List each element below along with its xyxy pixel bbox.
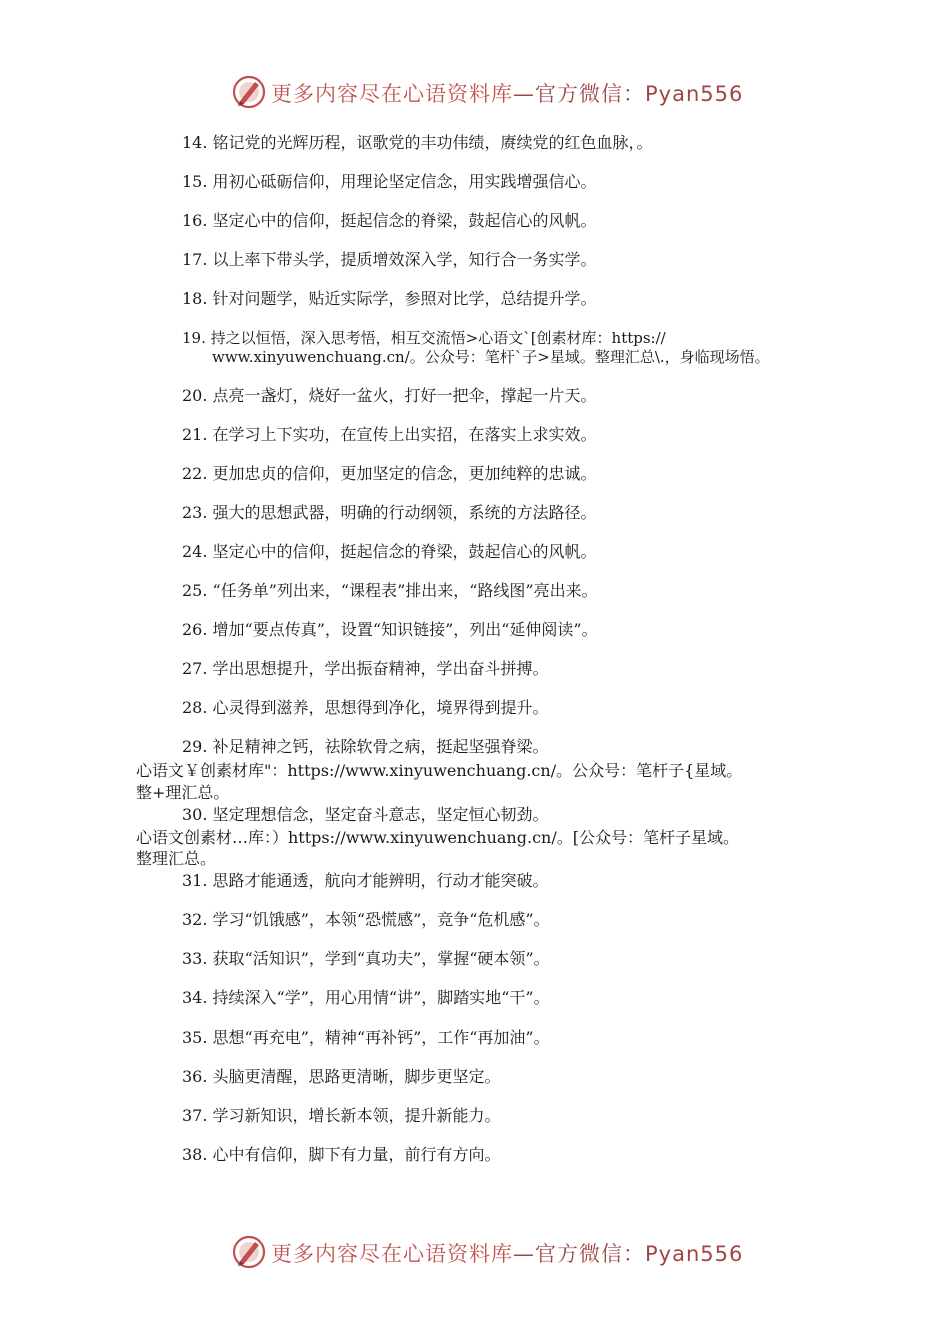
list-item-31: 31. 思路才能通透，航向才能辨明，行动才能突破。 (182, 871, 549, 890)
list-item-16: 16. 坚定心中的信仰，挺起信念的脊梁，鼓起信心的风帆。 (182, 211, 597, 230)
footer-banner-sep: — (513, 1242, 535, 1266)
footer-banner-text (271, 1238, 743, 1268)
list-item-35: 35. 思想“再充电”，精神“再补钙”，工作“再加油”。 (182, 1028, 550, 1047)
footer-banner (0, 1232, 950, 1272)
list-item-19: 19. 持之以恒悟，深入思考悟，相互交流悟>心语文`[创素材库：https:// (182, 329, 666, 347)
watermark-line: 心语文￥创素材库"：https://www.xinyuwenchuang.cn/。公众号：笔杆子{星域。 (136, 761, 743, 780)
pen-logo-icon (231, 74, 267, 110)
list-item-32: 32. 学习“饥饿感”，本领“恐慌感”，竞争“危机感”。 (182, 910, 550, 929)
footer-banner-wechat: 官方微信：Pyan556 (535, 1242, 744, 1266)
list-item-28: 28. 心灵得到滋养，思想得到净化，境界得到提升。 (182, 698, 549, 717)
header-banner-sep: — (513, 82, 535, 106)
header-banner (0, 72, 950, 112)
list-item-30: 30. 坚定理想信念，坚定奋斗意志，坚定恒心韧劲。 (182, 805, 549, 824)
header-banner-wechat: 官方微信：Pyan556 (535, 82, 744, 106)
footer-banner-main: 更多内容尽在心语资料库 (271, 1242, 513, 1266)
list-item-33: 33. 获取“活知识”，学到“真功夫”，掌握“硬本领”。 (182, 949, 550, 968)
list-item-15: 15. 用初心砥砺信仰，用理论坚定信念，用实践增强信心。 (182, 172, 597, 191)
list-item-26: 26. 增加“要点传真”，设置“知识链接”，列出“延伸阅读”。 (182, 620, 598, 639)
pen-logo-icon (231, 1234, 267, 1270)
header-banner-main: 更多内容尽在心语资料库 (271, 82, 513, 106)
list-item-36: 36. 头脑更清醒，思路更清晰，脚步更坚定。 (182, 1067, 501, 1086)
watermark-line: 整理汇总。 (136, 849, 217, 868)
list-item-19-continued: www.xinyuwenchuang.cn/。公众号：笔杆`子>星域。整理汇总\.，身临现场悟。 (212, 348, 770, 366)
list-item-24: 24. 坚定心中的信仰，挺起信念的脊梁，鼓起信心的风帆。 (182, 542, 597, 561)
list-item-34: 34. 持续深入“学”，用心用情“讲”，脚踏实地“干”。 (182, 988, 550, 1007)
list-item-18: 18. 针对问题学，贴近实际学，参照对比学，总结提升学。 (182, 289, 597, 308)
watermark-line: 整+理汇总。 (136, 783, 230, 802)
list-item-38: 38. 心中有信仰，脚下有力量，前行有方向。 (182, 1145, 501, 1164)
list-item-29: 29. 补足精神之钙，祛除软骨之病，挺起坚强脊梁。 (182, 737, 549, 756)
list-item-20: 20. 点亮一盏灯，烧好一盆火，打好一把伞，撑起一片天。 (182, 386, 597, 405)
list-item-14: 14. 铭记党的光辉历程，讴歌党的丰功伟绩，赓续党的红色血脉，。 (182, 133, 653, 152)
header-banner-text (271, 78, 743, 108)
list-item-37: 37. 学习新知识，增长新本领，提升新能力。 (182, 1106, 501, 1125)
list-item-17: 17. 以上率下带头学，提质增效深入学，知行合一务实学。 (182, 250, 597, 269)
list-item-21: 21. 在学习上下实功，在宣传上出实招，在落实上求实效。 (182, 425, 597, 444)
list-item-25: 25. “任务单”列出来，“课程表”排出来，“路线图”亮出来。 (182, 581, 598, 600)
list-item-23: 23. 强大的思想武器，明确的行动纲领，系统的方法路径。 (182, 503, 597, 522)
list-item-27: 27. 学出思想提升，学出振奋精神，学出奋斗拼搏。 (182, 659, 549, 678)
list-item-22: 22. 更加忠贞的信仰，更加坚定的信念，更加纯粹的忠诚。 (182, 464, 597, 483)
watermark-line: 心语文创素材…库：）https://www.xinyuwenchuang.cn/。[公众号：笔杆子星域。 (136, 828, 739, 847)
